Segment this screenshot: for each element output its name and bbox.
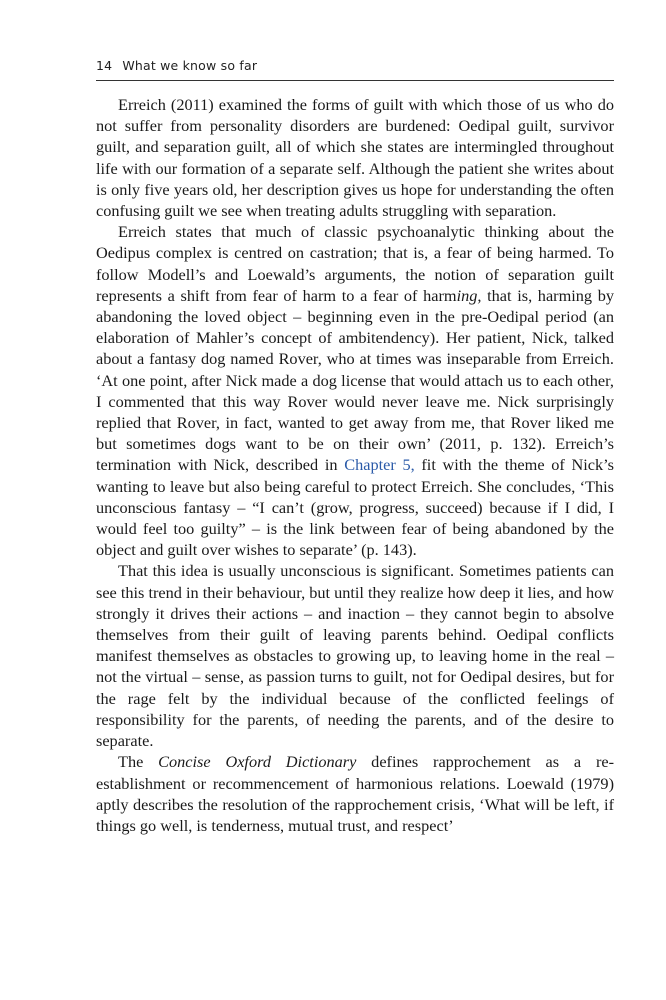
paragraph-2-part-c: fit with the theme of Nick’s wanting to leave but also being careful to protect Erreich. She concludes, ‘This unconscious fantasy – “I can’t (grow, progress, succeed) because if I did, I would feel too guilty” – is the link between fear of being abandoned by the object and guilt over wishes to separate’ (p. 143).: [96, 455, 614, 560]
header-rule: [96, 80, 614, 81]
book-page: [96, 0, 614, 1000]
page-number: 14: [96, 58, 113, 73]
paragraph-2-part-a: Erreich states that much of classic psychoanalytic thinking about the Oedipus complex is centred on castration; that is, a fear of being harmed. To follow Modell’s and Loewald’s arguments, the notion of separation guilt represents a shift from fear of harm to a fear of harm: [96, 222, 614, 305]
paragraph-2: [96, 221, 614, 560]
paragraph-1: Erreich (2011) examined the forms of guilt with which those of us who do not suffer from personality disorders are burdened: Oedipal guilt, survivor guilt, and separation guilt, all of which she states are intermingled throughout life with our formation of a separate self. Although the patient she writes about is only five years old, her description gives us hope for understanding the often confusing guilt we see when treating adults struggling with separation.: [96, 95, 614, 221]
paragraph-2-part-b: that is, harming by abandoning the loved object – beginning even in the pre-Oedipal period (an elaboration of Mahler’s concept of ambitendency). Her patient, Nick, talked about a fantasy dog named Rover, who at times was inseparable from Erreich. ‘At one point, after Nick made a dog license that would attach us to each other, I commented that this way Rover would never leave me. Nick surprisingly replied that Rover, in fact, wanted to get away from me, that Rover liked me but sometimes dogs want to be on their own’ (2011, p. 132). Erreich’s termination with Nick, described in: [96, 285, 615, 475]
paragraph-2-italic: ing,: [456, 285, 482, 305]
paragraph-3: That this idea is usually unconscious is significant. Sometimes patients can see this trend in their behaviour, but until they realize how deep it lies, and how strongly it drives their actions – and inaction – they cannot begin to absolve themselves from their guilt of leaving parents behind. Oedipal conflicts manifest themselves as obstacles to growing up, to leaving home in the real – not the virtual – sense, as passion turns to guilt, not for Oedipal desires, but for the rage felt by the individual because of the conflicted feelings of responsibility for the parents, of needing the parents, and of the desire to separate.: [96, 561, 614, 751]
paragraph-4-part-a: The: [118, 752, 159, 772]
dictionary-title: Concise Oxford Dictionary: [158, 752, 357, 772]
chapter-5-link[interactable]: Chapter 5,: [344, 455, 415, 475]
paragraph-4-part-b: defines rapprochement as a re-establishment or recommencement of harmonious relations. Loewald (1979) aptly describes the resolution of the rapprochement crisis, ‘What will be left, if things go well, is tenderness, mutual trust, and respect’: [96, 752, 615, 835]
body-text: [96, 94, 614, 836]
running-title: What we know so far: [122, 58, 258, 73]
running-header: [96, 58, 614, 74]
paragraph-4: [96, 751, 614, 836]
